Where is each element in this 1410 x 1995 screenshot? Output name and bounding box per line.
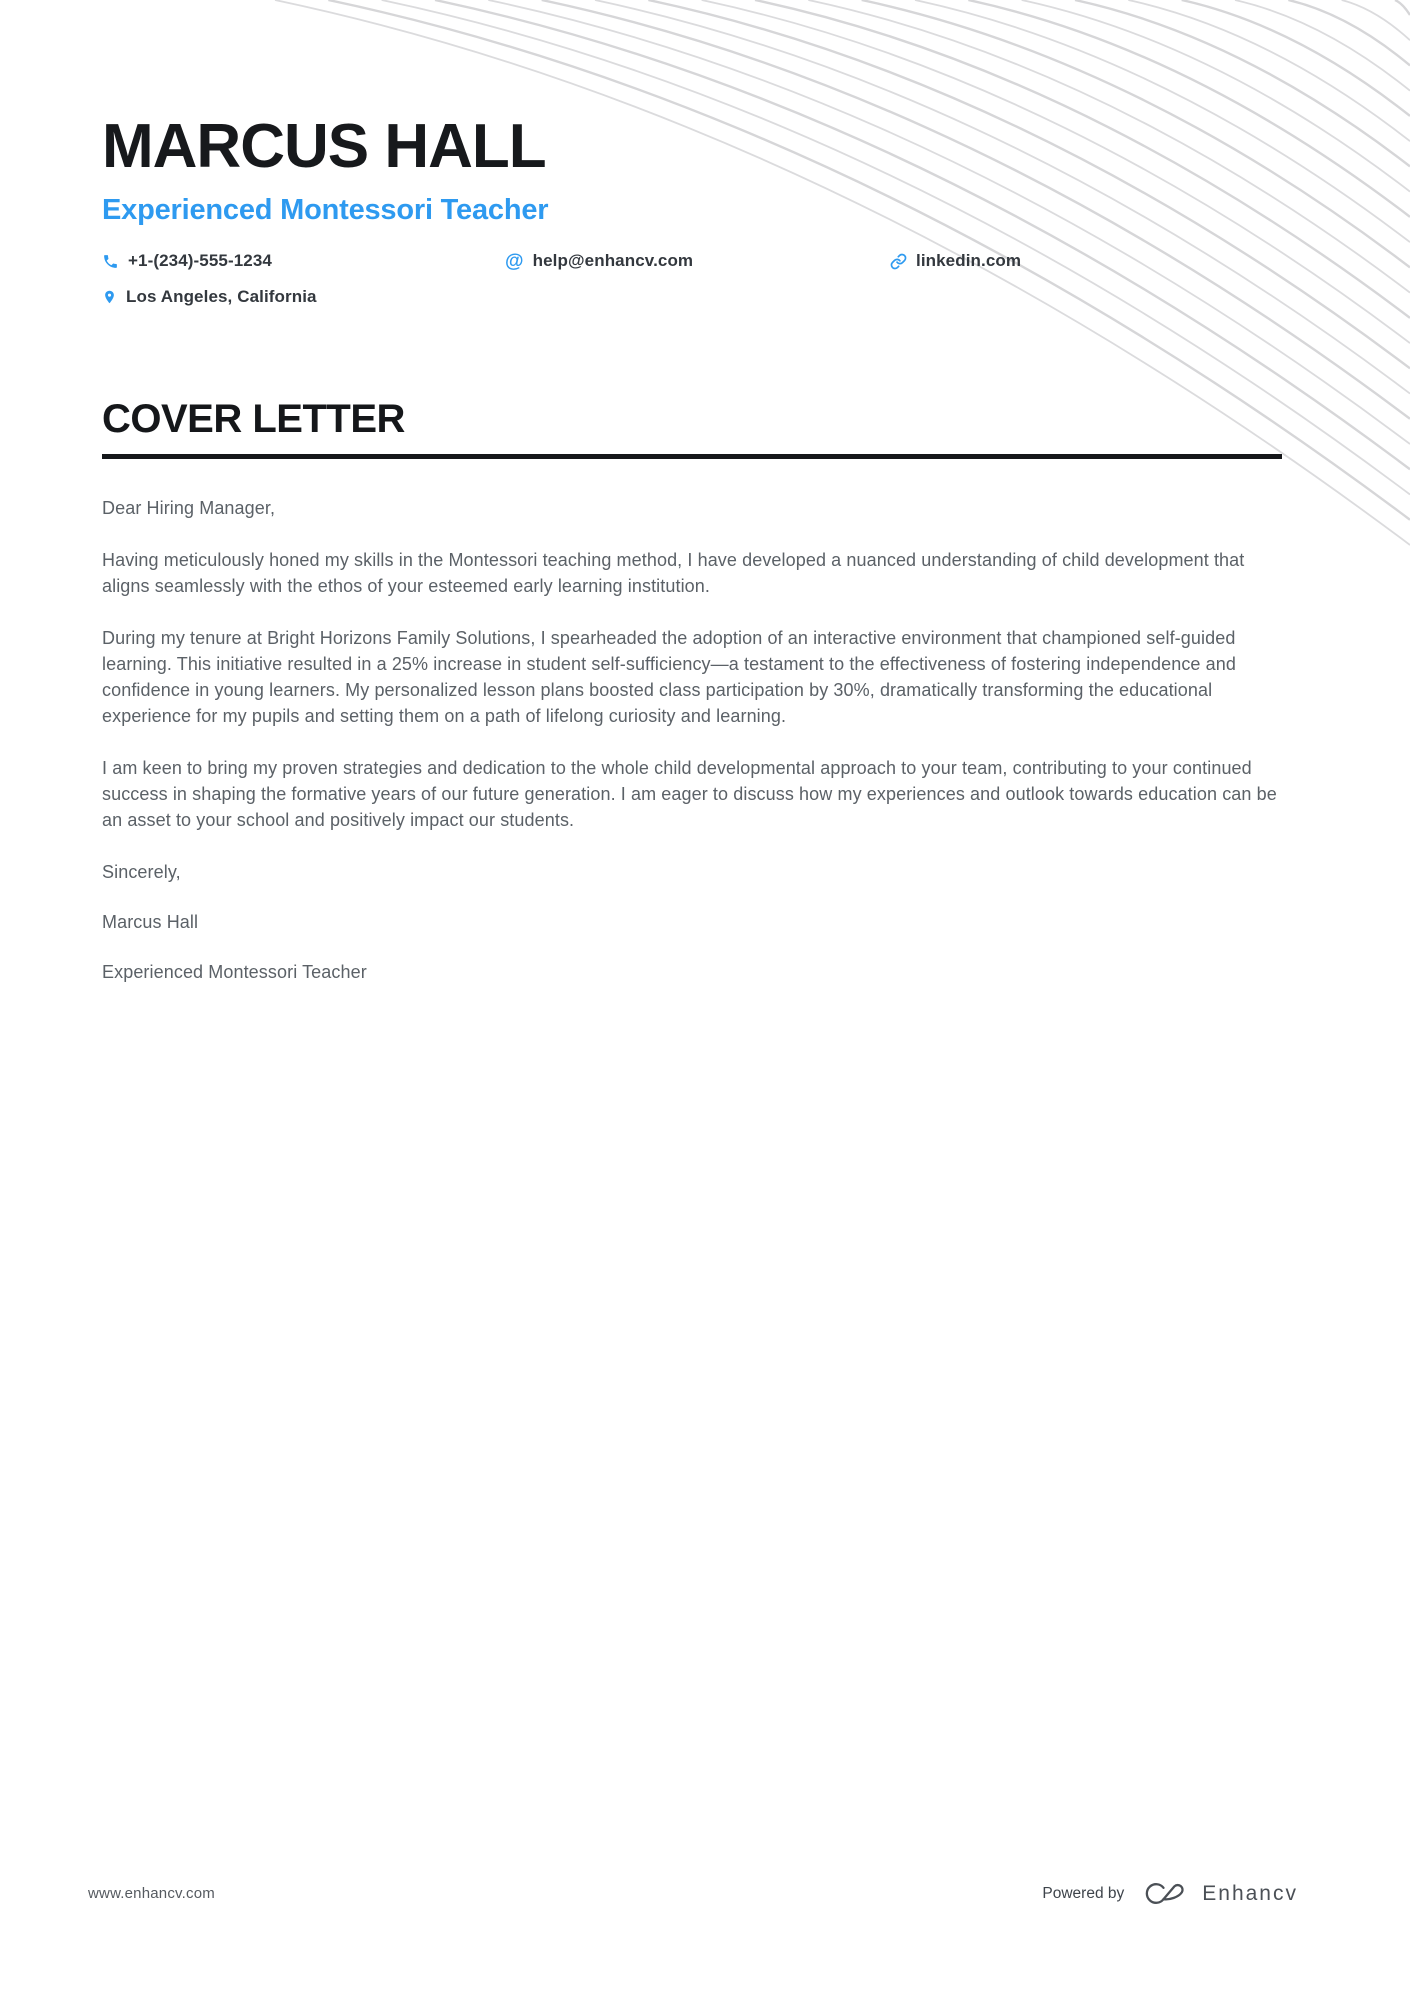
candidate-name: MARCUS HALL: [102, 112, 546, 181]
footer: [88, 1880, 1298, 1907]
contact-info: [102, 251, 1282, 307]
candidate-job-title: Experienced Montessori Teacher: [102, 194, 549, 226]
linkedin-url: linkedin.com: [916, 251, 1022, 270]
website-link[interactable]: www.enhancv.com: [88, 1885, 215, 1902]
location-pin-icon: [102, 288, 117, 306]
signature-title: Experienced Montessori Teacher: [102, 962, 367, 982]
location-text: Los Angeles, California: [126, 287, 317, 306]
location-info: [102, 287, 1282, 307]
signature-name: Marcus Hall: [102, 912, 199, 932]
phone-icon: [102, 253, 119, 270]
letter-paragraph-3: I am keen to bring my proven strategies and dedication to the whole child developmental approach to your team, contributing to your continued success in shaping the formative years of our future generation. I am eager to discuss how my experiences and outlook towards education can be an asset to your school and positively impact our students.: [102, 758, 1277, 830]
salutation: Dear Hiring Manager,: [102, 498, 276, 518]
brand-wordmark: Enhancv: [1202, 1881, 1298, 1905]
link-icon: [890, 253, 907, 270]
phone-number: +1-(234)-555-1234: [128, 251, 272, 270]
phone-contact[interactable]: [102, 251, 505, 271]
cover-letter-section: [0, 397, 1410, 985]
linkedin-contact[interactable]: [890, 251, 1282, 271]
section-heading: COVER LETTER: [102, 397, 1282, 459]
enhancv-logo-icon: [1140, 1880, 1186, 1907]
powered-by-link[interactable]: [1042, 1880, 1298, 1907]
letter-paragraph-2: During my tenure at Bright Horizons Family Solutions, I spearheaded the adoption of an interactive environment that championed self-guided learning. This initiative resulted in a 25% increase in student self-sufficiency—a testament to the effectiveness of fostering independence and confidence in young learners. My personalized lesson plans boosted class participation by 30%, dramatically transforming the educational experience for my pupils and setting them on a path of lifelong curiosity and learning.: [102, 628, 1236, 726]
email-address: help@enhancv.com: [532, 251, 694, 270]
powered-by-label: Powered by: [1042, 1884, 1125, 1902]
closing: Sincerely,: [102, 862, 181, 882]
header: [0, 0, 1410, 307]
email-contact[interactable]: [505, 251, 890, 271]
letter-paragraph-1: Having meticulously honed my skills in the Montessori teaching method, I have developed a nuanced understanding of child development that aligns seamlessly with the ethos of your esteemed early learning institution.: [102, 550, 1245, 596]
email-at-icon: @: [505, 250, 524, 272]
